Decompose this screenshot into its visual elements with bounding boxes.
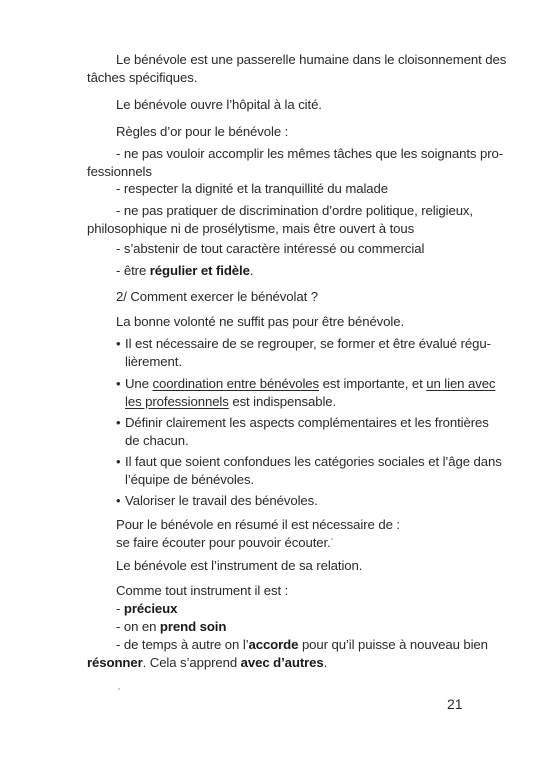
summary-line: [87, 654, 327, 672]
bullet-line: de chacun.: [125, 433, 189, 448]
rule-line: - s’abstenir de tout caractère intéressé ou commercial: [116, 241, 425, 256]
underlined-text: les professionnels: [125, 394, 229, 409]
rule-line: - ne pas pratiquer de discrimination d’ordre politique, religieux,: [116, 203, 473, 218]
bullet-line: l’équipe de bénévoles.: [125, 472, 255, 487]
bullet-line: [125, 375, 495, 393]
summary-line: [116, 636, 488, 654]
rule-line: - respecter la dignité et la tranquillité du malade: [116, 181, 388, 196]
bullet-line: [125, 393, 336, 411]
bold-text: prend soin: [159, 619, 227, 634]
bold-text: précieux: [123, 601, 178, 616]
paper-speck: [331, 538, 333, 540]
bold-text: régulier et fidèle: [149, 263, 250, 278]
rule-line: fessionnels: [87, 164, 152, 179]
bold-text: résonner: [87, 655, 143, 670]
text: pour qu’il puisse à nouveau bien: [298, 637, 488, 652]
page-number: 21: [447, 696, 463, 712]
rule-line: philosophique ni de prosélytisme, mais être ouvert à tous: [87, 221, 415, 236]
summary-line: Le bénévole est l’instrument de sa relation.: [116, 558, 363, 573]
summary-line: [116, 618, 226, 636]
summary-line: Comme tout instrument il est :: [116, 583, 289, 598]
paragraph-line: Le bénévole est une passerelle humaine dans le cloisonnement des: [116, 52, 507, 67]
bold-text: avec d’autres: [240, 655, 324, 670]
rules-heading: Règles d’or pour le bénévole :: [116, 124, 289, 139]
rule-line: - ne pas vouloir accomplir les mêmes tâches que les soignants pro-: [116, 146, 504, 161]
bullet-line: Il faut que soient confondues les catégories sociales et l’âge dans: [125, 454, 502, 469]
bullet-line: Il est nécessaire de se regrouper, se former et être évalué régu-: [125, 336, 491, 351]
bullet-marker: •: [116, 376, 121, 391]
text: .: [323, 655, 328, 670]
underlined-text: coordination entre bénévoles: [152, 376, 320, 391]
bullet-marker: •: [116, 493, 121, 508]
bullet-line: Valoriser le travail des bénévoles.: [125, 493, 318, 508]
text: est importante, et: [319, 376, 427, 391]
paper-speck: [118, 688, 120, 690]
text: - de temps à autre on l’: [116, 637, 249, 652]
text: Une: [125, 376, 153, 391]
bullet-line: lièrement.: [125, 354, 182, 369]
paragraph: Le bénévole ouvre l’hôpital à la cité.: [116, 97, 322, 112]
summary-line: se faire écouter pour pouvoir écouter.: [116, 535, 331, 550]
bullet-marker: •: [116, 415, 121, 430]
text: -: [116, 601, 124, 616]
bullet-marker: •: [116, 336, 121, 351]
section-heading: 2/ Comment exercer le bénévolat ?: [116, 289, 318, 304]
text: . Cela s’apprend: [142, 655, 241, 670]
rule-line: [116, 262, 253, 280]
paragraph-line: tâches spécifiques.: [87, 70, 198, 85]
text: .: [249, 263, 254, 278]
summary-line: [116, 600, 177, 618]
bullet-line: Définir clairement les aspects complémentaires et les frontières: [125, 415, 489, 430]
bold-text: accorde: [248, 637, 299, 652]
paragraph: La bonne volonté ne suffit pas pour être bénévole.: [116, 314, 405, 329]
text: - être: [116, 263, 150, 278]
text: est indispensable.: [228, 394, 337, 409]
summary-line: Pour le bénévole en résumé il est nécessaire de :: [116, 517, 400, 532]
bullet-marker: •: [116, 454, 121, 469]
text: - on en: [116, 619, 160, 634]
underlined-text: un lien avec: [426, 376, 496, 391]
